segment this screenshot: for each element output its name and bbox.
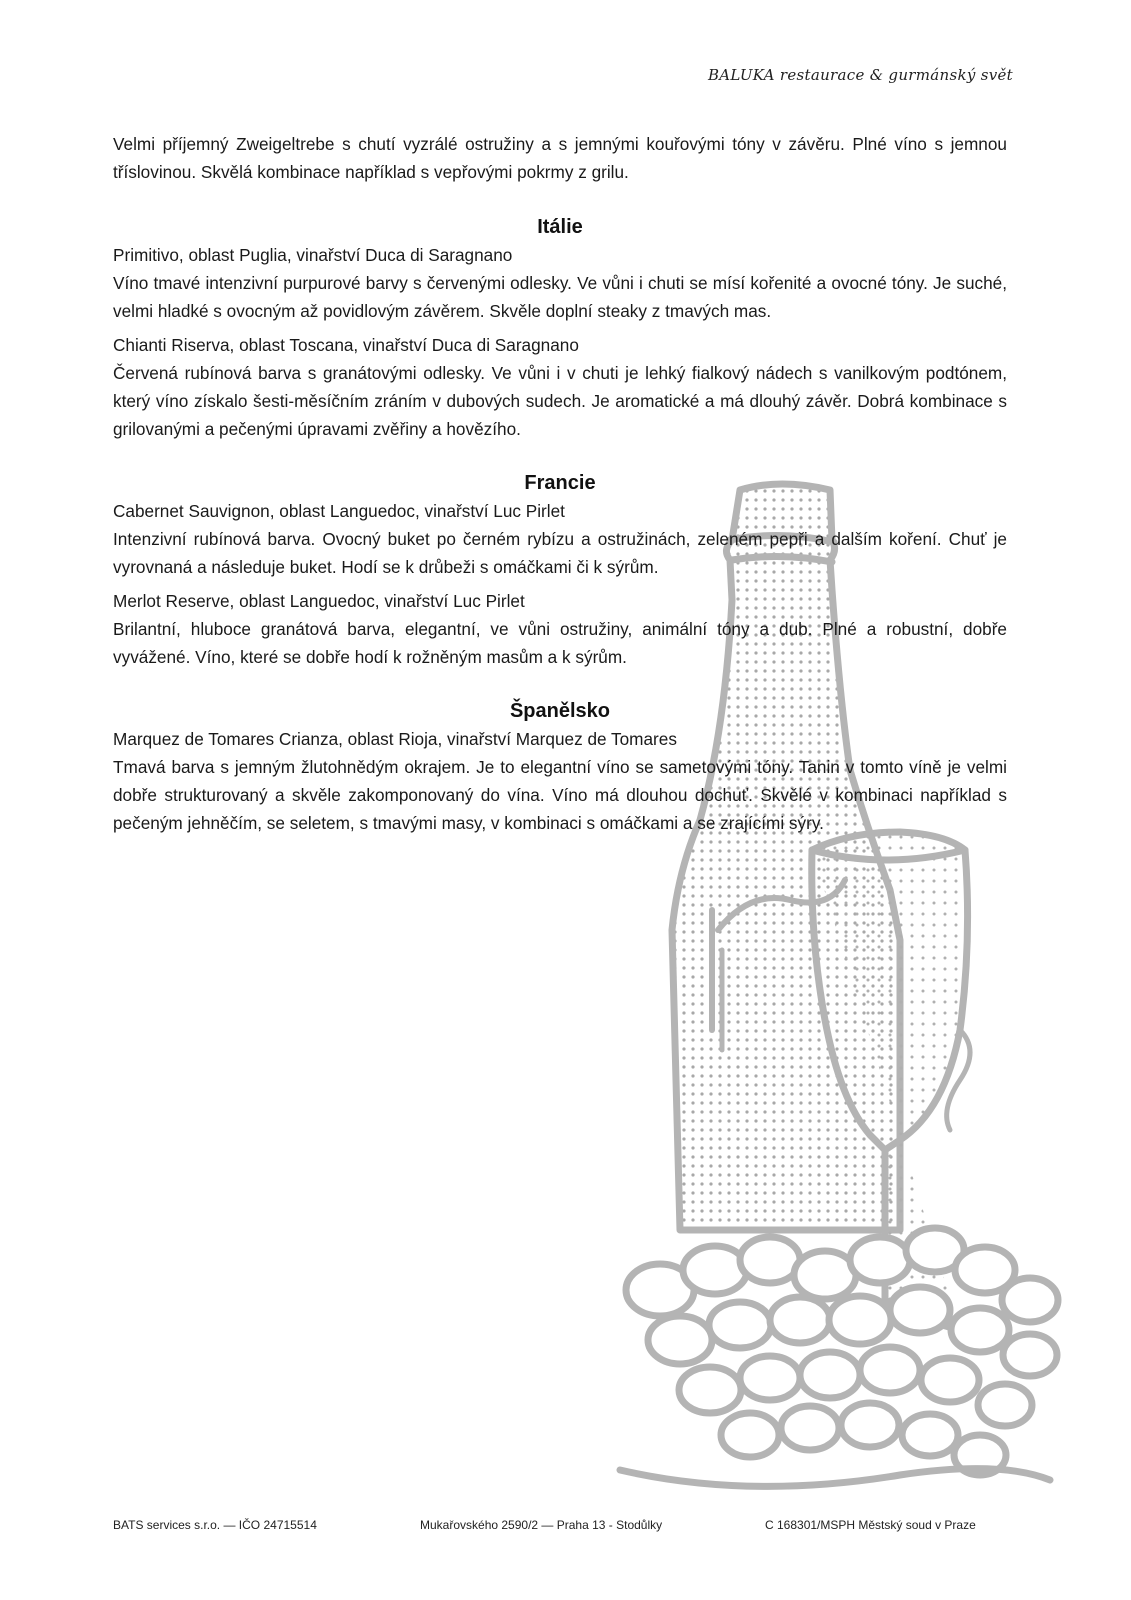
wine-description: Červená rubínová barva s granátovými odlesky. Ve vůni i v chuti je lehký fialkový nádech s vanilkovým podtónem, který víno získalo šesti-měsíčním zráním v dubových sudech. Je aromatické a má dlouhý závěr. Dobrá kombinace s grilovanými a pečenými úpravami zvěřiny a hovězího. <box>113 363 1007 439</box>
wine-entry <box>113 241 1007 325</box>
footer-address: Mukařovského 2590/2 — Praha 13 - Stodůlky <box>420 1518 663 1532</box>
footer-registry: C 168301/MSPH Městský soud v Praze <box>765 1518 976 1532</box>
section-title: Itálie <box>537 216 583 238</box>
intro-paragraph: Velmi příjemný Zweigeltrebe s chutí vyzrálé ostružiny a s jemnými kouřovými tóny v závěru. Plné víno s jemnou tříslovinou. Skvělá kombinace například s vepřovými pokrmy z grilu. <box>113 134 1007 182</box>
section-france <box>113 469 1007 671</box>
section-title: Španělsko <box>509 700 611 722</box>
wine-entry <box>113 331 1007 443</box>
wine-description: Intenzivní rubínová barva. Ovocný buket po černém rybízu a ostružinách, zeleném pepři a dalším koření. Chuť je vyrovnaná a následuje buket. Hodí se k drůbeži s omáčkami či k sýrům. <box>113 529 1007 577</box>
wine-entry <box>113 725 1007 837</box>
wine-name: Marquez de Tomares Crianza, oblast Rioja, vinařství Marquez de Tomares <box>113 729 677 749</box>
section-italy <box>113 213 1007 443</box>
wine-name: Chianti Riserva, oblast Toscana, vinařství Duca di Saragnano <box>113 335 579 355</box>
header-brand: BALUKA restaurace & gurmánský svět <box>707 66 1013 84</box>
footer-company: BATS services s.r.o. — IČO 24715514 <box>113 1518 317 1532</box>
wine-name: Cabernet Sauvignon, oblast Languedoc, vinařství Luc Pirlet <box>113 501 565 521</box>
wine-name: Merlot Reserve, oblast Languedoc, vinařství Luc Pirlet <box>113 591 525 611</box>
wine-description: Tmavá barva s jemným žlutohnědým okrajem. Je to elegantní víno se sametovými tóny. Tanin v tomto víně je velmi dobře strukturovaný a skvěle zakomponovaný do vína. Víno má dlouhou dochuť. Skvělé v kombinaci například s pečeným jehněčím, se seletem, s tmavými masy, v kombinaci s omáčkami a se zrajícími sýry. <box>113 757 1007 833</box>
wine-entry <box>113 497 1007 581</box>
wine-entry <box>113 587 1007 671</box>
section-title: Francie <box>524 472 596 494</box>
wine-list-content <box>113 130 1007 863</box>
section-spain <box>113 697 1007 837</box>
wine-name: Primitivo, oblast Puglia, vinařství Duca di Saragnano <box>113 245 513 265</box>
wine-description: Víno tmavé intenzivní purpurové barvy s červenými odlesky. Ve vůni i chuti se mísí kořenité a ovocné tóny. Je suché, velmi hladké s ovocným až povidlovým závěrem. Skvěle doplní steaky z tmavých mas. <box>113 273 1007 321</box>
wine-description: Brilantní, hluboce granátová barva, elegantní, ve vůni ostružiny, animální tóny a dub. Plné a robustní, dobře vyvážené. Víno, které se dobře hodí k rožněným masům a k sýrům. <box>113 619 1007 667</box>
